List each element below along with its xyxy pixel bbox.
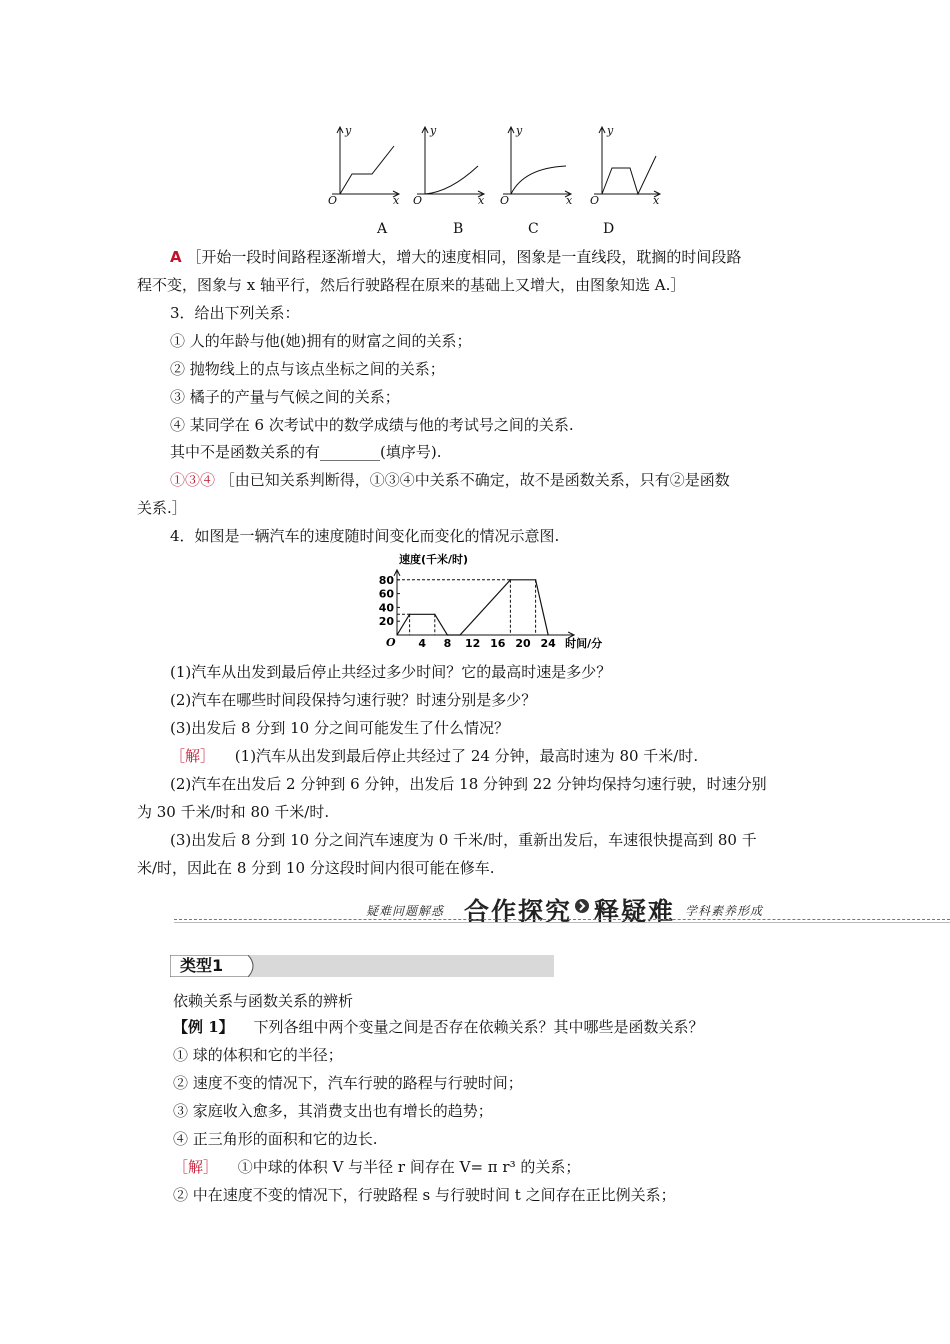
x-tick-label-4: 4 — [418, 637, 427, 650]
choice-graphs — [320, 122, 670, 217]
graph-label-b: B — [453, 221, 464, 237]
q2-explain-1: ［开始一段时间路程逐渐增大，增大的速度相同，图象是一直线段，耽搁的时间段路 — [186, 248, 742, 266]
example1-solution-2: ② 中在速度不变的情况下，行驶路程 s 与行驶时间 t 之间存在正比例关系； — [173, 1186, 676, 1204]
speed-point-5 — [510, 579, 511, 580]
example1-text: 下列各组中两个变量之间是否存在依赖关系？其中哪些是函数关系？ — [238, 1018, 704, 1036]
speed-point-1 — [409, 614, 410, 615]
q4-question-1: (1)汽车从出发到最后停止共经过多少时间？它的最高时速是多少？ — [170, 663, 612, 681]
example1-item-2: ② 速度不变的情况下，汽车行驶的路程与行驶时间； — [173, 1074, 523, 1092]
example1-item-3: ③ 家庭收入愈多，其消费支出也有增长的趋势； — [173, 1102, 493, 1120]
q4-stem: 4．如图是一辆汽车的速度随时间变化而变化的情况示意图. — [170, 527, 560, 545]
q3-answer-mark: ①③④ — [170, 471, 216, 489]
graph-a-y-label: y — [345, 124, 352, 137]
graph-d-y-label: y — [607, 124, 614, 137]
speed-point-0 — [396, 634, 397, 635]
x-axis-label: 时间/分 — [565, 637, 603, 650]
q3-answer-line-1 — [170, 468, 860, 492]
x-tick-label-20: 20 — [515, 637, 531, 650]
banner-title-2: 释疑难 — [594, 897, 676, 926]
graph-a-x-label: x — [393, 194, 400, 207]
graph-a-origin: O — [328, 194, 338, 207]
q4-solution-tag: ［解］ — [170, 747, 216, 765]
q2-explain-2: 程不变，图象与 x 轴平行，然后行驶路程在原来的基础上又增大，由图象知选 A.］ — [137, 276, 686, 294]
example1-line — [173, 1015, 863, 1039]
banner-title-1: 合作探究 — [464, 897, 573, 926]
q3-item-4: ④ 某同学在 6 次考试中的数学成绩与他的考试号之间的关系. — [170, 416, 574, 434]
q4-solution-line-1 — [170, 744, 860, 768]
example1-solution-1: ①中球的体积 V 与半径 r 间存在 V= π r³ 的关系； — [222, 1158, 581, 1176]
x-tick-label-24: 24 — [540, 637, 556, 650]
speed-series-line — [397, 580, 548, 635]
example1-solution-line-1 — [173, 1155, 863, 1179]
banner-rule-2 — [174, 922, 950, 923]
x-tick-label-16: 16 — [490, 637, 506, 650]
q3-stem: 3．给出下列关系： — [170, 304, 300, 322]
graph-b-y-label: y — [430, 124, 437, 137]
q3-answer-1: ［由已知关系判断得，①③④中关系不确定，故不是函数关系，只有②是函数 — [219, 471, 730, 489]
graph-b-x-label: x — [478, 194, 485, 207]
y-tick-label-40: 40 — [378, 601, 394, 615]
example1-solution-tag: ［解］ — [173, 1158, 219, 1176]
section-banner — [170, 893, 950, 926]
q4-solution-2b: 为 30 千米/时和 80 千米/时. — [137, 803, 330, 821]
type-label: 类型1 — [180, 956, 224, 975]
q3-item-2: ② 抛物线上的点与该点坐标之间的关系； — [170, 360, 445, 378]
example1-tag: 【例 1】 — [173, 1018, 234, 1036]
example1-item-4: ④ 正三角形的面积和它的边长. — [173, 1130, 378, 1148]
graph-d-origin: O — [590, 194, 600, 207]
q3-answer-2: 关系.］ — [137, 499, 187, 517]
y-tick-label-60: 60 — [378, 587, 394, 601]
speed-point-2 — [434, 614, 435, 615]
q4-solution-3b: 米/时，因此在 8 分到 10 分这段时间内很可能在修车. — [137, 859, 495, 877]
speed-point-3 — [447, 634, 448, 635]
y-tick-label-80: 80 — [378, 573, 394, 587]
q2-answer-letter: A — [170, 248, 182, 266]
banner-left-text: 疑难问题解惑 — [366, 904, 445, 918]
speed-point-6 — [535, 579, 536, 580]
q4-solution-2a: (2)汽车在出发后 2 分钟到 6 分钟，出发后 18 分钟到 22 分钟均保持匀速行驶，时速分别 — [170, 775, 767, 793]
q3-item-3: ③ 橘子的产量与气候之间的关系； — [170, 388, 400, 406]
q4-solution-1: (1)汽车从出发到最后停止共经过了 24 分钟，最高时速为 80 千米/时. — [219, 747, 699, 765]
speed-time-chart — [365, 550, 615, 650]
example1-item-1: ① 球的体积和它的半径； — [173, 1046, 343, 1064]
q4-question-2: (2)汽车在哪些时间段保持匀速行驶？时速分别是多少？ — [170, 691, 537, 709]
banner-right-text: 学科素养形成 — [685, 904, 764, 918]
q4-question-3: (3)出发后 8 分到 10 分之间可能发生了什么情况？ — [170, 719, 509, 737]
q2-answer-line-1 — [170, 245, 860, 269]
chart-origin: O — [386, 636, 396, 649]
graph-b-origin: O — [413, 194, 423, 207]
y-tick-label-20: 20 — [378, 615, 394, 629]
q3-item-1: ① 人的年龄与他(她)拥有的财富之间的关系； — [170, 332, 472, 350]
type1-title: 依赖关系与函数关系的辨析 — [173, 992, 354, 1010]
graph-label-c: C — [528, 221, 539, 237]
graph-c-origin: O — [500, 194, 510, 207]
q3-question: 其中不是函数关系的有________(填序号). — [170, 443, 442, 461]
graph-c-y-label: y — [516, 124, 523, 137]
x-tick-label-12: 12 — [464, 637, 481, 650]
speed-point-7 — [548, 634, 549, 635]
chart-title: 速度(千米/时) — [399, 553, 469, 566]
banner-arrow-icon — [574, 898, 590, 914]
speed-point-4 — [459, 634, 460, 635]
q4-solution-3a: (3)出发后 8 分到 10 分之间汽车速度为 0 千米/时，重新出发后，车速很快提高到 80 千 — [170, 831, 757, 849]
graph-label-a: A — [377, 221, 388, 237]
x-tick-label-8: 8 — [443, 637, 452, 650]
graph-label-d: D — [603, 221, 615, 237]
graph-c-x-label: x — [566, 194, 573, 207]
graph-d-x-label: x — [653, 194, 660, 207]
banner-rule — [174, 919, 950, 920]
